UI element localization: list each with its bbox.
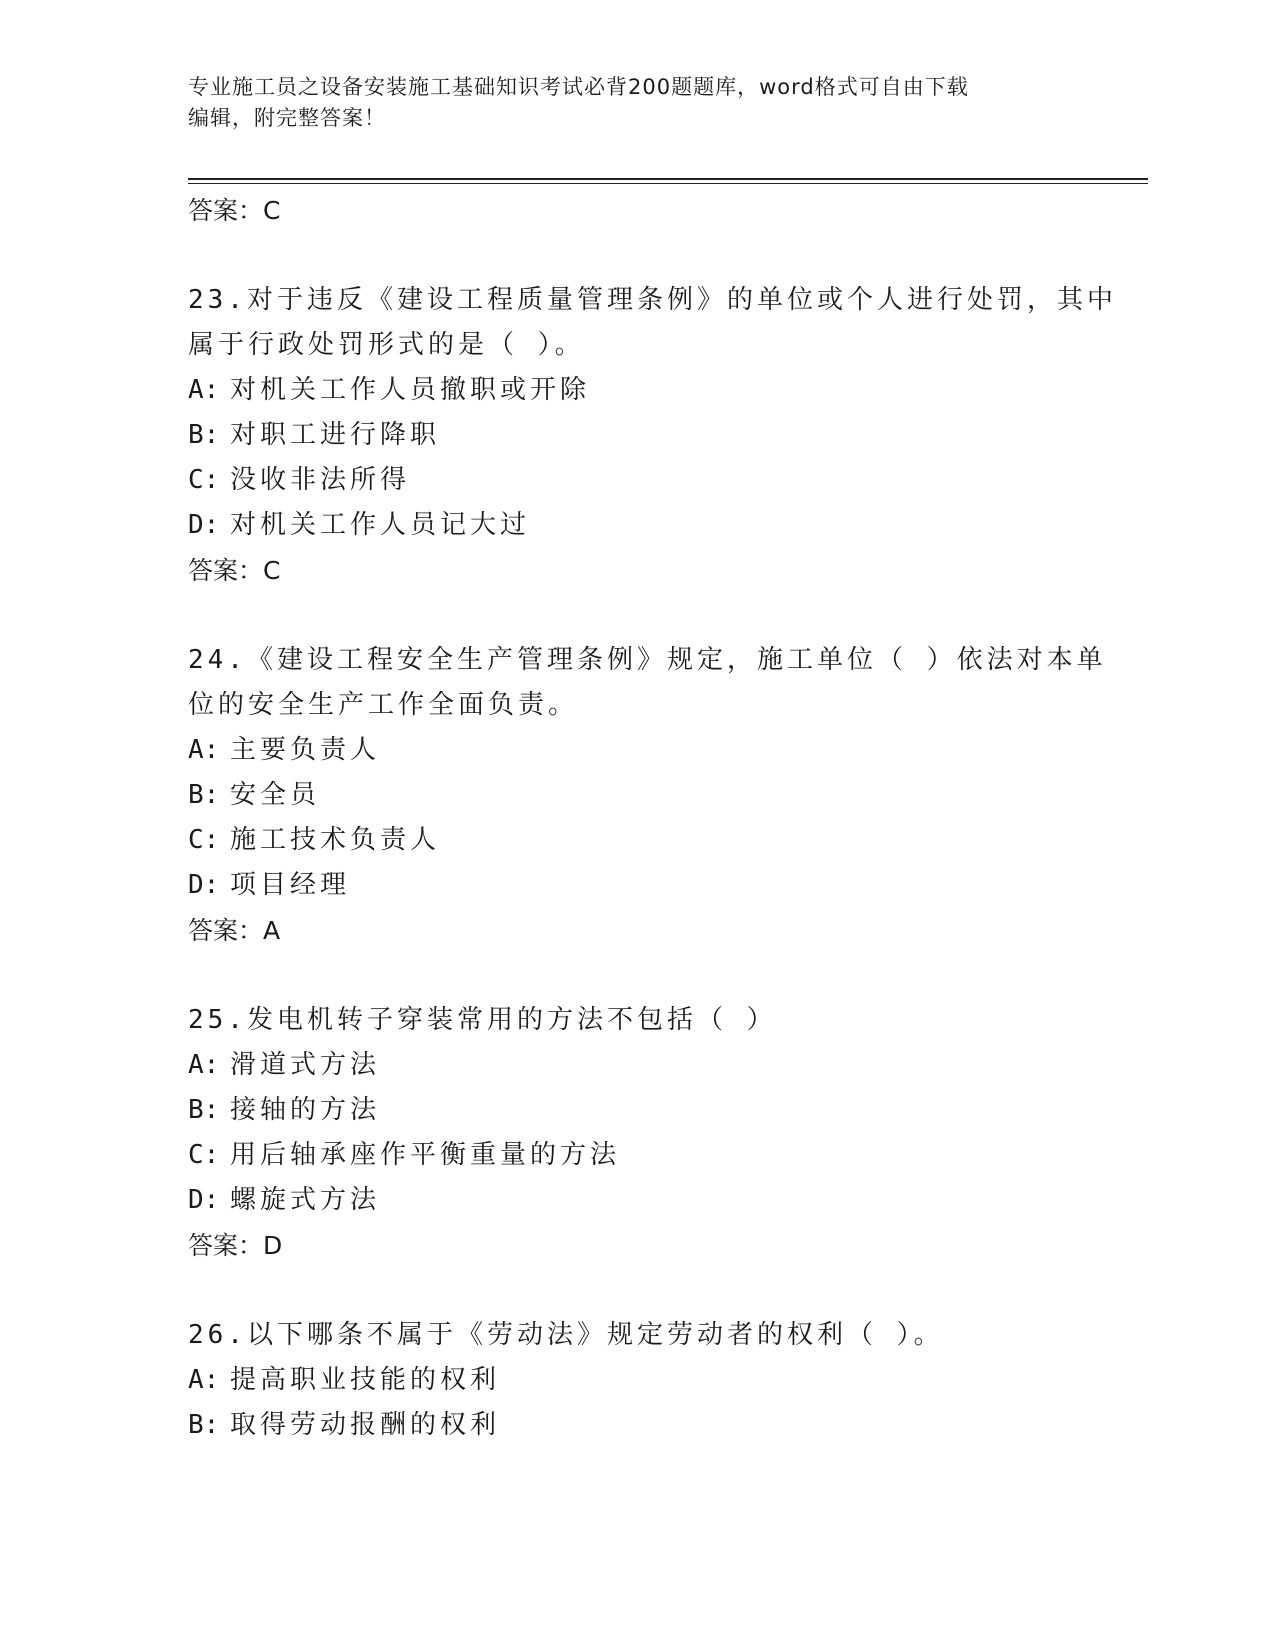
option-d (188, 863, 1148, 908)
option-b (188, 1088, 1148, 1133)
option-d (188, 1178, 1148, 1223)
question-text: 23.对于违反《建设工程质量管理条例》的单位或个人进行处罚，其中 (188, 285, 1117, 315)
option-c (188, 818, 1148, 863)
question-list (188, 188, 1148, 1448)
option-a (188, 1358, 1148, 1403)
option-text: 用后轴承座作平衡重量的方法 (230, 1140, 621, 1170)
option-text: 主要负责人 (230, 735, 381, 765)
option-a (188, 728, 1148, 773)
question-block (188, 998, 1148, 1269)
option-label: D: (188, 510, 220, 540)
option-text: 没收非法所得 (230, 465, 411, 495)
option-label: A: (188, 375, 220, 405)
option-text: 对机关工作人员记大过 (230, 510, 531, 540)
answer-line: 答案：C (188, 196, 281, 225)
option-a (188, 1043, 1148, 1088)
option-label: C: (188, 1140, 220, 1170)
option-label: D: (188, 1185, 220, 1215)
header-divider-thin (188, 183, 1148, 184)
option-d (188, 503, 1148, 548)
option-label: B: (188, 1410, 220, 1440)
question-block (188, 638, 1148, 954)
option-b (188, 413, 1148, 458)
option-b (188, 773, 1148, 818)
option-text: 对职工进行降职 (230, 420, 441, 450)
header-line-2: 编辑，附完整答案！ (188, 106, 386, 130)
option-label: B: (188, 780, 220, 810)
option-label: B: (188, 1095, 220, 1125)
option-label: C: (188, 825, 220, 855)
option-label: B: (188, 420, 220, 450)
question-text: 25.发电机转子穿装常用的方法不包括（ ） (188, 1005, 777, 1035)
option-label: C: (188, 465, 220, 495)
answer-line: 答案：C (188, 556, 281, 585)
option-text: 滑道式方法 (230, 1050, 381, 1080)
answer-line: 答案：D (188, 1231, 283, 1260)
option-a (188, 368, 1148, 413)
header-divider (188, 178, 1148, 180)
option-text: 对机关工作人员撤职或开除 (230, 375, 591, 405)
question-block (188, 1313, 1148, 1448)
document-header (188, 72, 1088, 134)
option-label: A: (188, 735, 220, 765)
option-label: A: (188, 1050, 220, 1080)
option-text: 取得劳动报酬的权利 (230, 1410, 501, 1440)
option-text: 提高职业技能的权利 (230, 1365, 501, 1395)
question-text: 24.《建设工程安全生产管理条例》规定，施工单位（ ）依法对本单 (188, 645, 1107, 675)
option-c (188, 458, 1148, 503)
option-b (188, 1403, 1148, 1448)
option-text: 项目经理 (230, 870, 351, 900)
answer-line: 答案：A (188, 916, 281, 945)
option-c (188, 1133, 1148, 1178)
option-text: 安全员 (230, 780, 321, 810)
option-text: 螺旋式方法 (230, 1185, 381, 1215)
question-text: 26.以下哪条不属于《劳动法》规定劳动者的权利（ ）。 (188, 1320, 944, 1350)
option-label: A: (188, 1365, 220, 1395)
option-text: 接轴的方法 (230, 1095, 381, 1125)
question-block (188, 278, 1148, 594)
question-text: 属于行政处罚形式的是（ ）。 (188, 330, 585, 360)
option-text: 施工技术负责人 (230, 825, 441, 855)
header-line-1: 专业施工员之设备安装施工基础知识考试必背200题题库，word格式可自由下载 (188, 75, 969, 99)
option-label: D: (188, 870, 220, 900)
question-text: 位的安全生产工作全面负责。 (188, 690, 579, 720)
